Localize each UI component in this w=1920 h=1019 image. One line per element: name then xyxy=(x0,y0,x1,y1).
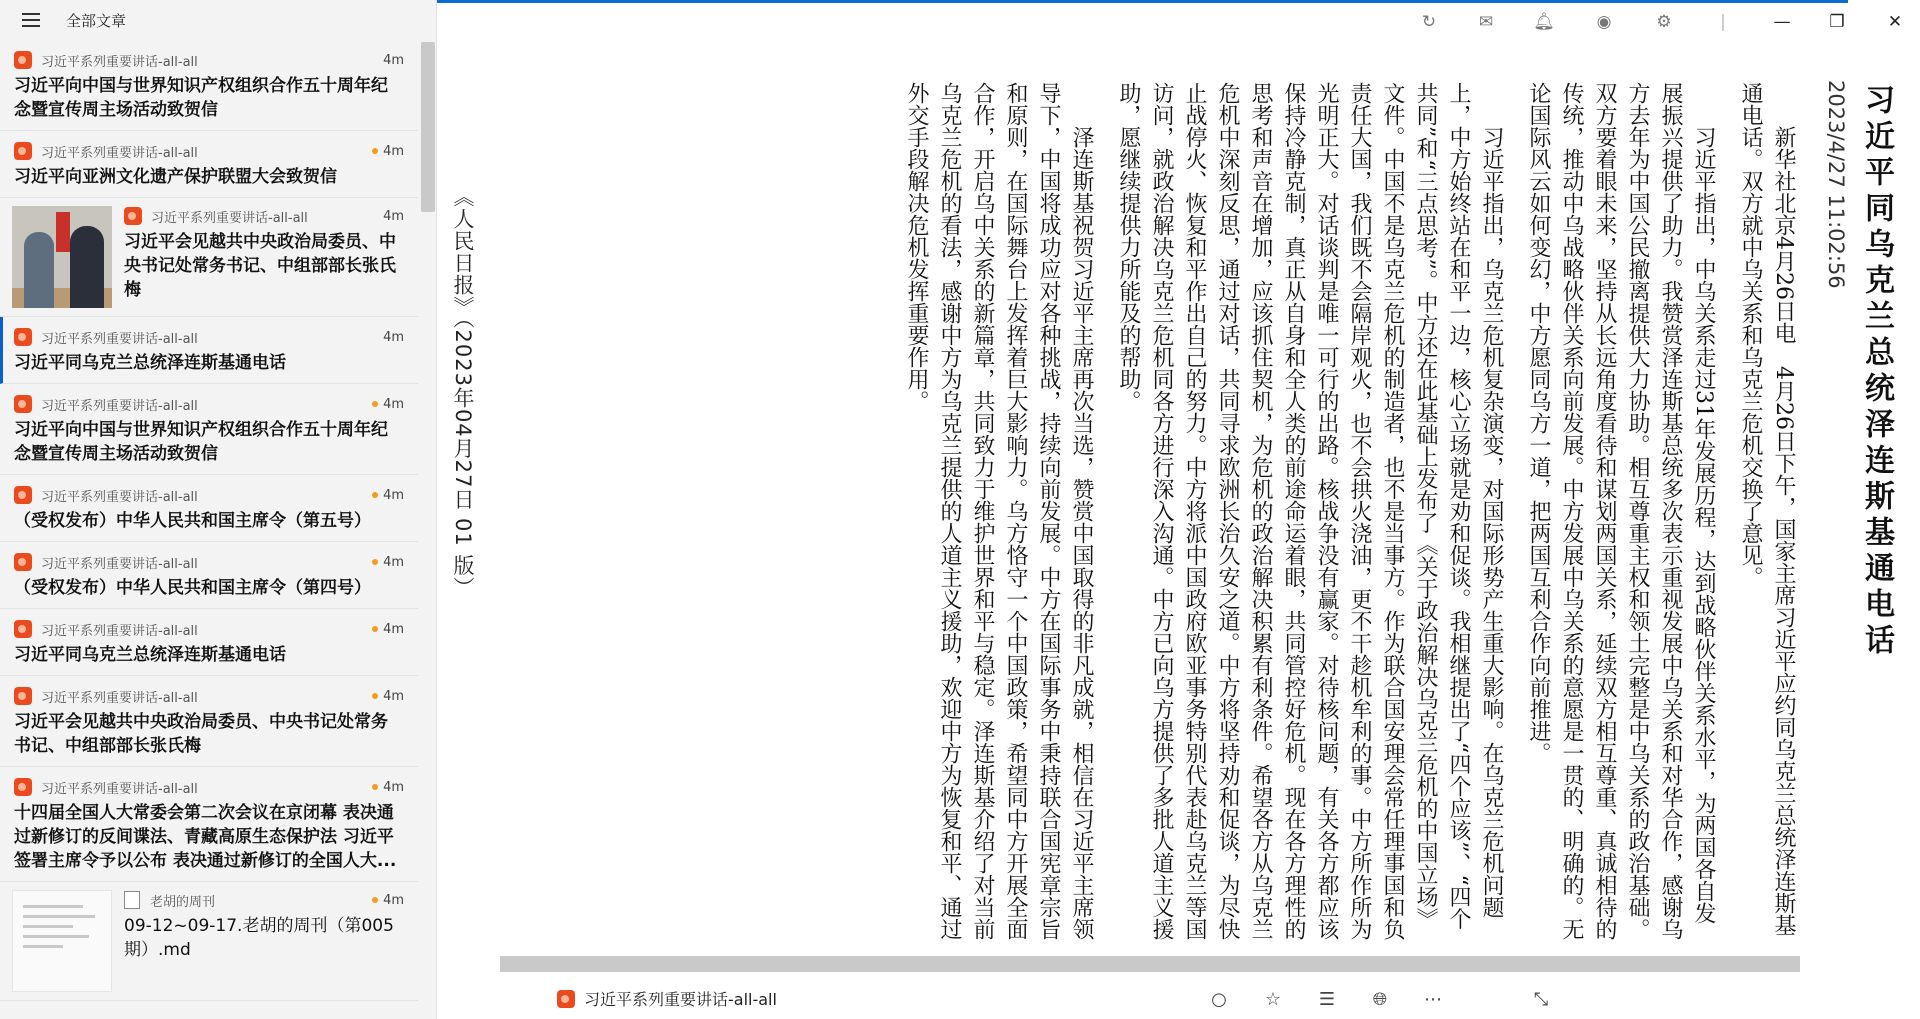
feed-source-icon xyxy=(14,51,32,69)
article-time: 4m xyxy=(383,52,404,68)
article-list xyxy=(0,40,418,1001)
article-source: 习近平系列重要讲话-all-all xyxy=(41,331,198,347)
article-paragraph: 新华社北京4月26日电 4月26日下午，国家主席习近平应约同乌克兰总统泽连斯基通电话。双方就中乌关系和乌克兰危机交换了意见。 xyxy=(1738,82,1796,936)
list-item[interactable] xyxy=(0,131,418,198)
article-time: 4m xyxy=(383,688,404,704)
article-title: 习近平向亚洲文化遗产保护联盟大会致贺信 xyxy=(14,167,337,187)
list-item[interactable] xyxy=(0,609,418,676)
unread-dot-icon xyxy=(372,401,378,407)
unread-dot-icon xyxy=(372,693,378,699)
article-date: 2023/4/27 11:02:56 xyxy=(1824,80,1848,289)
article-paragraph: 习近平指出，中乌关系走过31年发展历程，达到战略伙伴关系水平，为两国各自发展振兴提供了助力。我赞赏泽连斯基总统多次表示重视发展中乌关系和对华合作，感谢乌方去年为中国公民撤离提供大力协助。相互尊重主权和领土完整是中乌关系的政治基础。双方要着眼未来，坚持从长远角度看待和谋划两国关系，延续双方相互尊重、真诚相待的传统，推动中乌战略伙伴关系向前发展。中方发展中乌关系的意愿是一贯的、明确的。无论国际风云如何变幻，中方愿同乌方一道，把两国互利合作向前推进。 xyxy=(1526,82,1716,940)
article-source-line: 《人民日报》（2023年04月27日 01 版） xyxy=(451,186,475,599)
list-item[interactable] xyxy=(0,384,418,475)
globe-icon[interactable]: 🌐︎ xyxy=(1372,988,1388,1010)
feed-source-icon xyxy=(557,990,575,1008)
bottom-source[interactable] xyxy=(557,987,777,1010)
list-item[interactable] xyxy=(0,198,418,317)
more-icon[interactable]: ⋯ xyxy=(1424,988,1442,1010)
article-title: 习近平同乌克兰总统泽连斯基通电话 xyxy=(14,645,286,665)
article-time: 4m xyxy=(383,892,404,908)
eye-icon[interactable]: ◉ xyxy=(1596,12,1612,32)
article-title: 习近平向中国与世界知识产权组织合作五十周年纪念暨宣传周主场活动致贺信 xyxy=(14,420,388,464)
article-time: 4m xyxy=(383,396,404,412)
article-thumbnail xyxy=(12,206,112,308)
article-time: 4m xyxy=(383,143,404,159)
article-title: 习近平会见越共中央政治局委员、中央书记处常务书记、中组部部长张氏梅 xyxy=(14,712,388,756)
article-paragraph: 泽连斯基祝贺习近平主席再次当选，赞赏中国取得的非凡成就，相信在习近平主席领导下，中国将成功应对各种挑战，持续向前发展。中方在国际事务中秉持联合国宪章宗旨和原则，在国际舞台上发挥着巨大影响力。乌方恪守一个中国政策，希望同中方开展全面合作，开启乌中关系的新篇章，共同致力于维护世界和平与稳定。泽连斯基介绍了对当前乌克兰危机的看法，感谢中方为乌克兰提供的人道主义援助，欢迎中方为恢复和平、通过外交手段解决危机发挥重要作用。 xyxy=(904,82,1094,940)
article-title: 十四届全国人大常委会第二次会议在京闭幕 表决通过新修订的反间谍法、青藏高原生态保护法 习近平签署主席令予以公布 表决通过新修订的全国人大... xyxy=(14,803,397,871)
sidebar-title: 全部文章 xyxy=(66,11,127,30)
minimize-icon[interactable]: — xyxy=(1773,12,1791,32)
toolbar xyxy=(440,3,1920,39)
article-source: 习近平系列重要讲话-all-all xyxy=(41,623,198,639)
toolbar-divider: | xyxy=(1720,12,1726,32)
unread-dot-icon xyxy=(372,897,378,903)
bottom-bar xyxy=(440,977,1920,1019)
refresh-icon[interactable]: ↻ xyxy=(1421,12,1437,32)
close-icon[interactable]: ✕ xyxy=(1887,12,1903,32)
article-time: 4m xyxy=(383,208,404,224)
unread-dot-icon xyxy=(372,626,378,632)
article-thumbnail xyxy=(12,890,112,992)
feed-source-icon xyxy=(14,778,32,796)
article-title: 习近平向中国与世界知识产权组织合作五十周年纪念暨宣传周主场活动致贺信 xyxy=(14,76,388,120)
list-item[interactable] xyxy=(0,676,418,767)
article-source: 习近平系列重要讲话-all-all xyxy=(41,690,198,706)
feed-source-icon xyxy=(14,553,32,571)
feed-source-icon xyxy=(14,687,32,705)
unread-dot-icon xyxy=(372,492,378,498)
star-icon[interactable]: ☆ xyxy=(1264,988,1282,1010)
article-paragraph: 习近平指出，乌克兰危机复杂演变，对国际形势产生重大影响。在乌克兰危机问题上，中方始终站在和平一边，核心立场就是劝和促谈。我相继提出了“四个应该”、“四个共同”和“三点思考”。中方还在此基础上发布了《关于政治解决乌克兰危机的中国立场》文件。中国不是乌克兰危机的制造者，也不是当事方。作为联合国安理会常任理事国和负责任大国，我们既不会隔岸观火，也不会拱火浇油，更不干趁机牟利的事。中方所作所为光明正大。对话谈判是唯一可行的出路。核战争没有赢家。对待核问题，有关各方都应该保持冷静克制，真正从自身和全人类的前途命运着眼，共同管控好危机。现在各方理性的思考和声音在增加，应该抓住契机，为危机的政治解决积累有利条件。希望各方从乌克兰危机中深刻反思，通过对话，共同寻求欧洲长治久安之道。中方将坚持劝和促谈，为尽快止战停火、恢复和平作出自己的努力。中方将派中国政府欧亚事务特别代表赴乌克兰等国访问，就政治解决乌克兰危机同各方进行深入沟通。中方已向乌方提供了多批人道主义援助，愿继续提供力所能及的帮助。 xyxy=(1116,82,1504,940)
feed-source-icon xyxy=(14,328,32,346)
list-item[interactable] xyxy=(0,542,418,609)
list-item-selected[interactable] xyxy=(0,317,418,384)
gear-icon[interactable]: ⚙ xyxy=(1656,12,1672,32)
hamburger-menu-icon[interactable] xyxy=(22,13,40,27)
feed-source-icon xyxy=(14,620,32,638)
list-item[interactable] xyxy=(0,882,418,1001)
unread-dot-icon xyxy=(372,559,378,565)
feed-source-icon xyxy=(124,207,142,225)
article-time: 4m xyxy=(383,487,404,503)
article-source: 习近平系列重要讲话-all-all xyxy=(41,398,198,414)
horizontal-scrollbar[interactable] xyxy=(500,956,1800,972)
bottom-source-label: 习近平系列重要讲话-all-all xyxy=(584,990,777,1009)
sidebar-scrollbar[interactable] xyxy=(421,42,435,212)
feed-source-icon xyxy=(14,142,32,160)
expand-icon[interactable]: ⤡ xyxy=(1533,988,1549,1010)
sidebar xyxy=(0,0,437,1019)
article-time: 4m xyxy=(383,779,404,795)
article-source: 习近平系列重要讲话-all-all xyxy=(151,210,308,226)
mark-unread-icon[interactable]: ○ xyxy=(1211,988,1227,1010)
article-time: 4m xyxy=(383,329,404,345)
feed-file-icon xyxy=(124,891,140,909)
article-source: 习近平系列重要讲话-all-all xyxy=(41,54,198,70)
list-item[interactable] xyxy=(0,767,418,882)
list-item[interactable] xyxy=(0,40,418,131)
article-time: 4m xyxy=(383,554,404,570)
article-source: 习近平系列重要讲话-all-all xyxy=(41,781,198,797)
bell-icon[interactable]: 🔔︎ xyxy=(1533,12,1555,32)
article-title: （受权发布）中华人民共和国主席令（第四号） xyxy=(14,578,371,598)
feed-source-icon xyxy=(14,395,32,413)
maximize-icon[interactable]: ❐ xyxy=(1829,12,1845,32)
article-source: 习近平系列重要讲话-all-all xyxy=(41,556,198,572)
unread-dot-icon xyxy=(372,784,378,790)
unread-dot-icon xyxy=(372,148,378,154)
article-source: 习近平系列重要讲话-all-all xyxy=(41,489,198,505)
article-body xyxy=(540,82,1800,942)
article-title: 09-12~09-17.老胡的周刊（第005期）.md xyxy=(124,916,394,960)
list-item[interactable] xyxy=(0,475,418,542)
feed-source-icon xyxy=(14,486,32,504)
article-source: 老胡的周刊 xyxy=(150,894,216,910)
article-reader xyxy=(440,40,1920,960)
text-format-icon[interactable]: ☰ xyxy=(1318,988,1336,1010)
article-title-vertical: 习近平同乌克兰总统泽连斯基通电话 xyxy=(1859,84,1894,660)
article-title: （受权发布）中华人民共和国主席令（第五号） xyxy=(14,511,371,531)
article-time: 4m xyxy=(383,621,404,637)
article-title: 习近平会见越共中央政治局委员、中央书记处常务书记、中组部部长张氏梅 xyxy=(124,232,396,300)
mark-read-icon[interactable]: ✉ xyxy=(1478,12,1494,32)
article-source: 习近平系列重要讲话-all-all xyxy=(41,145,198,161)
article-title: 习近平同乌克兰总统泽连斯基通电话 xyxy=(14,353,286,373)
sidebar-header xyxy=(0,0,436,40)
